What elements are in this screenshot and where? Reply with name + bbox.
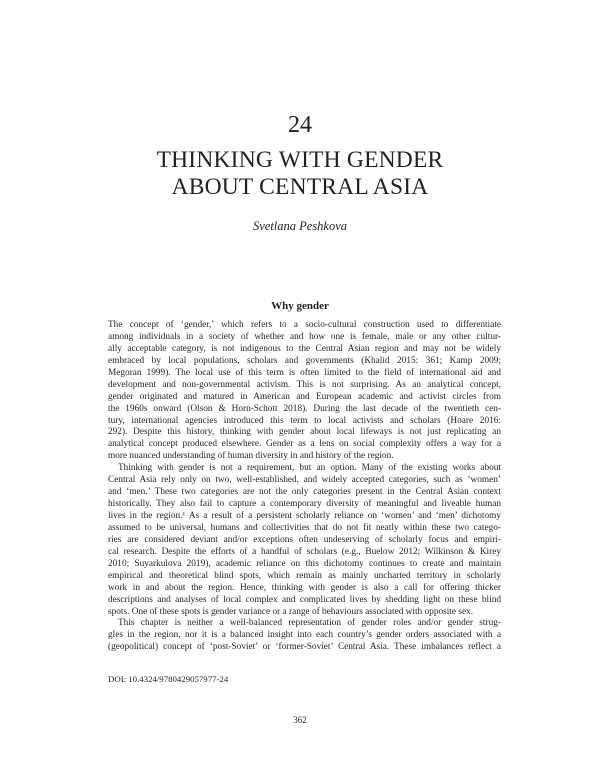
text-line: 2010; Suyarkulova 2019), academic reliance on this dichotomy continues to create and maintain — [108, 558, 501, 569]
text-line: assumed to be universal, humans and collectivities that do not fit neatly within these two catego- — [108, 522, 501, 533]
text-line: ally acceptable category, is not indigenous to the Central Asian region and may not be widely — [108, 343, 501, 354]
text-line: analytical concept produced elsewhere. Gender as a lens on social complexity offers a way for a — [108, 439, 501, 450]
text-line: This chapter is neither a well-balanced representation of gender roles and/or gender strug- — [118, 618, 501, 629]
text-line: among individuals in a society of whether and how one is female, male or any other cultur- — [108, 331, 501, 342]
page-number: 362 — [293, 715, 307, 725]
text-line: Thinking with gender is not a requirement, but an option. Many of the existing works about — [118, 463, 501, 474]
text-line: lives in the region.¹ As a result of a persistent scholarly reliance on ‘women’ and ‘men’ dichotomy — [108, 511, 501, 521]
paragraph — [108, 463, 501, 618]
text-line: (geopolitical) concept of ‘post-Soviet’ or ‘former-Soviet’ Central Asia. These imbalances reflect a — [108, 642, 501, 653]
text-line: 292). Despite this history, thinking with gender about local lifeways is not just replicating an — [108, 427, 501, 438]
author-name: Svetlana Peshkova — [252, 219, 348, 233]
text-line: development and non-governmental activism. This is not surprising. As an analytical concept, — [108, 379, 501, 390]
text-line: more nuanced understanding of human diversity in and history of the region. — [108, 451, 394, 462]
text-line: cal research. Despite the efforts of a handful of scholars (e.g., Buelow 2012; Wilkinson & Kirey — [108, 546, 501, 557]
paragraph — [108, 320, 501, 463]
text-line: embraced by local populations, scholars and governments (Khalid 2015: 361; Kamp 2009; — [108, 355, 501, 366]
text-line: and ‘men.’ These two categories are not the only categories present in the Central Asian context — [108, 487, 501, 498]
text-line: ries are considered deviant and/or exceptions often undeserving of scholarly focus and empiri- — [108, 534, 501, 545]
chapter-title-line: THINKING WITH GENDER — [156, 147, 444, 173]
text-line: work in and about the region. Hence, thinking with gender is also a call for offering thicker — [108, 582, 501, 593]
body-text — [108, 320, 501, 654]
text-line: tury, international agencies introduced this term to local activists and scholars (Hoare 2016: — [108, 415, 501, 426]
paragraph — [108, 618, 501, 654]
chapter-title — [0, 147, 600, 201]
doi-footnote: DOI: 10.4324/9780429057977-24 — [108, 674, 229, 684]
text-line: empirical and theoretical blind spots, which remain as mainly uncharted territory in scholarly — [108, 570, 501, 581]
text-line: historically. They also fail to capture a contemporary diversity of meaningful and liveable human — [108, 499, 501, 510]
text-line: Central Asia rely only on two, well-established, and widely accepted categories, such as ‘women’ — [108, 475, 501, 486]
text-line: gender originated and matured in American and European academic and activist circles from — [108, 391, 501, 402]
section-heading: Why gender — [271, 300, 329, 312]
text-line: descriptions and analyses of local complex and complicated lives by shedding light on these blind — [108, 594, 501, 605]
text-line: The concept of ‘gender,’ which refers to a socio-cultural construction used to differentiate — [108, 320, 501, 330]
text-line: spots. One of these spots is gender variance or a range of behaviours associated with opposite sex. — [108, 606, 474, 617]
chapter-title-line: ABOUT CENTRAL ASIA — [171, 174, 429, 200]
chapter-number: 24 — [288, 112, 312, 138]
text-line: gles in the region, nor it is a balanced insight into each country’s gender orders associated with a — [108, 630, 501, 641]
text-line: the 1960s onward (Olson & Horn-Schott 2018). During the last decade of the twentieth cen- — [108, 403, 501, 414]
text-line: Megoran 1999). The local use of this term is often limited to the field of international aid and — [108, 367, 501, 378]
